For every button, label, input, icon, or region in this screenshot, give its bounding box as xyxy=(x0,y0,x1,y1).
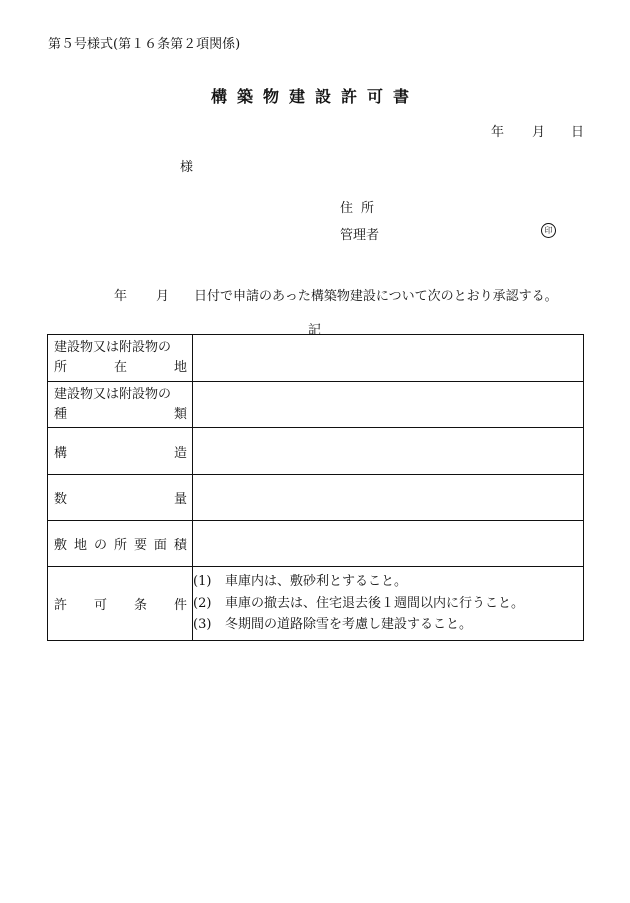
label-char: 造 xyxy=(173,445,187,461)
table-row xyxy=(48,521,584,567)
form-number: 第５号様式(第１６条第２項関係) xyxy=(48,37,241,52)
label-spread xyxy=(54,488,187,507)
row-label xyxy=(48,335,193,382)
ki-heading: 記 xyxy=(308,323,322,338)
condition-item xyxy=(193,614,583,636)
table-row xyxy=(48,428,584,475)
row-label xyxy=(48,567,193,641)
value-cell xyxy=(193,382,584,428)
condition-number: (3) xyxy=(193,617,212,633)
page-title: 構築物建設許可書 xyxy=(210,87,419,106)
label-char: 面 xyxy=(153,538,167,553)
label-line: 建設物又は附設物の xyxy=(54,386,172,402)
label-spread xyxy=(54,594,187,613)
label-char: 量 xyxy=(173,492,187,507)
table-row xyxy=(48,335,584,382)
label-line: 建設物又は附設物の xyxy=(54,340,172,355)
label-char: 数 xyxy=(54,492,68,507)
table-row xyxy=(48,567,584,641)
condition-item xyxy=(193,593,583,615)
label-char: 構 xyxy=(54,445,68,461)
value-cell xyxy=(193,428,584,475)
table-row xyxy=(48,382,584,428)
label-char: 類 xyxy=(173,406,187,422)
body-text: 日付で申請のあった構築物建設について次のとおり承認する。 xyxy=(194,289,558,304)
label-spread xyxy=(54,534,187,553)
label-char: の xyxy=(93,538,107,553)
condition-text: 冬期間の道路除雪を考慮し建設すること。 xyxy=(225,617,473,633)
label-char: 許 xyxy=(54,598,68,613)
label-char: 敷 xyxy=(54,538,68,553)
row-label xyxy=(48,382,193,428)
label-char: 件 xyxy=(173,598,187,613)
body-month-label: 月 xyxy=(156,289,170,304)
row-label xyxy=(48,475,193,521)
row-label xyxy=(48,521,193,567)
date-day-label: 日 xyxy=(571,125,585,140)
label-char: 条 xyxy=(133,598,147,613)
condition-number: (2) xyxy=(193,595,212,611)
label-char: 地 xyxy=(73,538,87,553)
condition-text: 車庫の撤去は、住宅退去後１週間以内に行うこと。 xyxy=(225,595,525,611)
value-cell xyxy=(193,521,584,567)
conditions-cell xyxy=(193,567,584,641)
label-char: 要 xyxy=(133,538,147,553)
label-spread xyxy=(54,442,187,461)
condition-number: (1) xyxy=(193,574,212,590)
label-char: 種 xyxy=(54,406,68,422)
label-char: 所 xyxy=(54,360,68,375)
condition-item xyxy=(193,571,583,593)
permit-table xyxy=(47,334,584,641)
address-label: 住所 xyxy=(340,201,383,216)
date-month-label: 月 xyxy=(532,125,546,140)
label-line-spread xyxy=(54,405,187,425)
label-char: 在 xyxy=(113,360,127,375)
value-cell xyxy=(193,475,584,521)
table-row xyxy=(48,475,584,521)
addressee-honorific: 様 xyxy=(180,160,194,175)
value-cell xyxy=(193,335,584,382)
date-year-label: 年 xyxy=(491,125,505,140)
label-line-spread xyxy=(54,358,187,378)
manager-label: 管理者 xyxy=(340,228,380,243)
condition-text: 車庫内は、敷砂利とすること。 xyxy=(225,574,408,590)
label-char: 可 xyxy=(93,598,107,613)
label-char: 所 xyxy=(113,538,127,553)
body-year-label: 年 xyxy=(114,289,128,304)
label-char: 積 xyxy=(173,538,187,553)
row-label xyxy=(48,428,193,475)
label-char: 地 xyxy=(173,360,187,375)
seal-mark: 印 xyxy=(541,223,556,238)
